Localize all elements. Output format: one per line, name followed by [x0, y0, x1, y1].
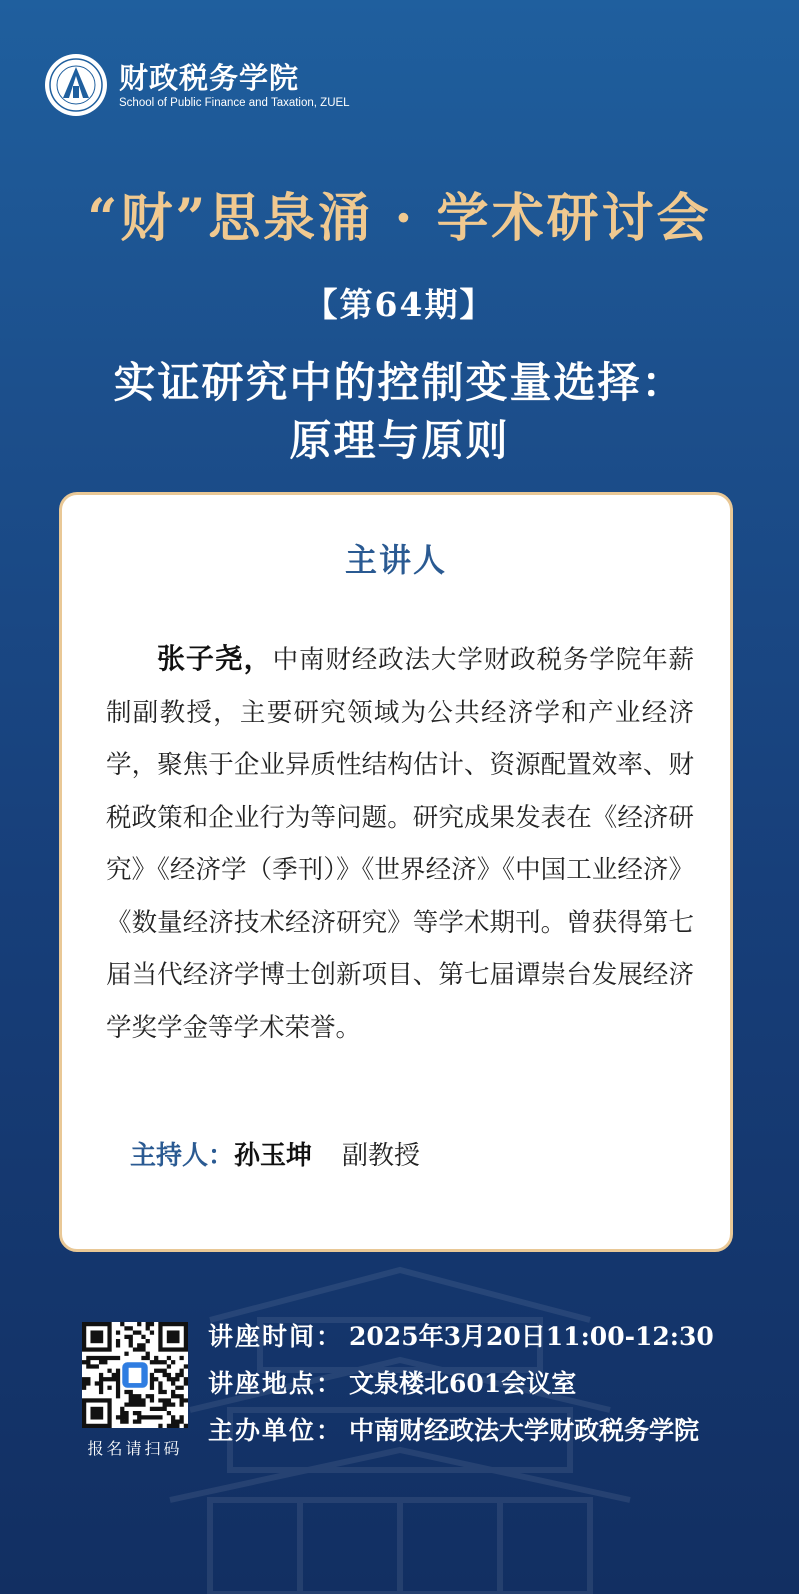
school-logo: [43, 52, 350, 118]
speaker-name: 张子尧，: [157, 642, 273, 675]
speaker-heading: 主讲人: [344, 541, 447, 579]
school-name-cn: 财政税务学院: [119, 61, 300, 95]
school-name-en: School of Public Finance and Taxation, ZUEL: [119, 97, 350, 109]
speaker-bio-text: 中南财经政法大学财政税务学院年薪制副教授，主要研究领域为公共经济学和产业经济学，聚焦于企业异质性结构估计、资源配置效率、财税政策和企业行为等问题。研究成果发表在《经济研究》《经济学（季刊）》《世界经济》《中国工业经济》《数量经济技术经济研究》等学术期刊。曾获得第七届当代经济学博士创新项目、第七届谭崇台发展经济学奖学金等学术荣誉。: [106, 645, 694, 1043]
talk-title-line-1: 实证研究中的控制变量选择：: [113, 358, 686, 407]
detail-location: [208, 1364, 714, 1411]
detail-location-label: 讲座地点：: [208, 1369, 344, 1398]
school-emblem-icon: [43, 52, 109, 118]
host-label: 主持人：: [130, 1141, 235, 1171]
talk-title-line-2: 原理与原则: [289, 416, 510, 465]
registration-qr-code-icon[interactable]: [82, 1322, 188, 1428]
detail-time: [208, 1317, 714, 1364]
detail-organizer-value: 中南财经政法大学财政税务学院: [349, 1416, 700, 1445]
issue-number: 【第64期】: [304, 285, 495, 324]
host-name: 孙玉坤: [234, 1141, 313, 1171]
detail-time-value: 2025年3月20日11:00-12:30: [349, 1322, 714, 1351]
host-row: [130, 1135, 420, 1172]
qr-caption: 报名请扫码: [87, 1439, 183, 1458]
detail-location-value: 文泉楼北601会议室: [349, 1369, 577, 1398]
host-title: 副教授: [342, 1141, 421, 1171]
detail-time-label: 讲座时间：: [208, 1322, 344, 1351]
speaker-card: [59, 492, 733, 1252]
talk-title: [0, 354, 799, 470]
event-details: [208, 1317, 714, 1458]
detail-organizer-label: 主办单位：: [208, 1416, 344, 1445]
series-title: “财”思泉涌 · 学术研讨会: [87, 188, 712, 249]
speaker-bio: [106, 633, 694, 1054]
detail-organizer: [208, 1411, 714, 1458]
qr-block: [82, 1322, 188, 1459]
